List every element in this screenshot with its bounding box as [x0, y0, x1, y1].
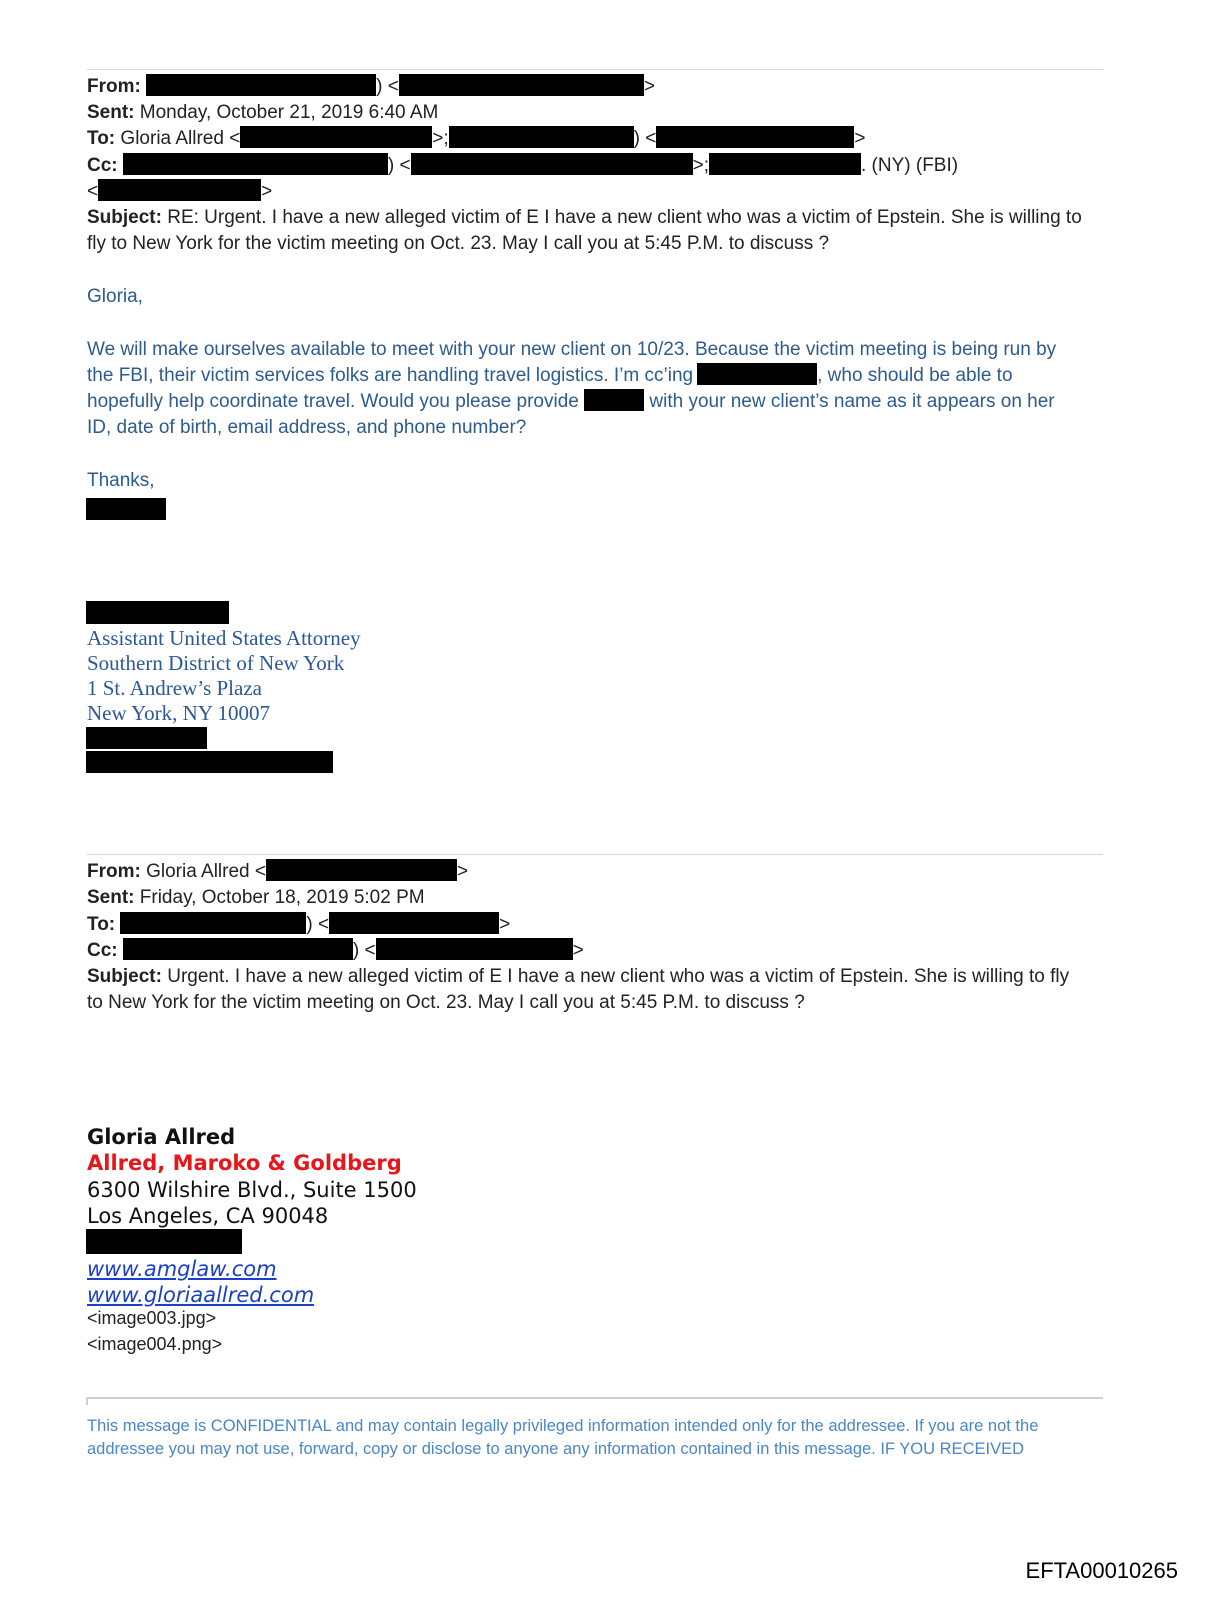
- to-label: To:: [87, 914, 116, 935]
- redaction: [86, 751, 333, 773]
- divider-tick: [86, 1397, 88, 1405]
- attachment-image003[interactable]: <image003.jpg>: [87, 1308, 217, 1328]
- sig-city: Los Angeles, CA 90048: [87, 1204, 329, 1228]
- separator: >: [261, 181, 273, 202]
- email1-body-line: ID, date of birth, email address, and phone number?: [87, 417, 527, 438]
- sig-title: Assistant United States Attorney: [87, 626, 361, 650]
- sent-value: Friday, October 18, 2019 5:02 PM: [139, 887, 425, 908]
- separator: >: [572, 940, 584, 961]
- sig-city: New York, NY 10007: [87, 701, 270, 725]
- email1-to-line: [87, 126, 865, 152]
- redaction: [123, 938, 353, 960]
- from-label: From:: [87, 861, 141, 882]
- redaction: [120, 912, 306, 934]
- separator: >;: [432, 128, 449, 149]
- from-value: Gloria Allred <: [146, 861, 266, 882]
- email1-from-line: [87, 74, 655, 100]
- subject-label: Subject:: [87, 207, 162, 228]
- email1-body-line: [87, 389, 1055, 415]
- redaction: [449, 126, 634, 148]
- redaction: [376, 938, 573, 960]
- confidential-line: This message is CONFIDENTIAL and may contain legally privileged information intended only for the addressee. If you are not the: [87, 1417, 1039, 1435]
- separator: ) <: [376, 76, 399, 97]
- separator: . (NY) (FBI): [860, 155, 959, 176]
- sent-value: Monday, October 21, 2019 6:40 AM: [139, 102, 439, 123]
- redaction: [240, 126, 432, 148]
- body-text: hopefully help coordinate travel. Would you please provide: [87, 391, 579, 412]
- redaction: [399, 74, 644, 96]
- email1-closing: Thanks,: [87, 470, 155, 491]
- email-divider: [87, 854, 1103, 855]
- separator: <: [87, 181, 99, 202]
- email1-sent-line: [87, 100, 438, 126]
- attachment-image004[interactable]: <image004.png>: [87, 1334, 223, 1354]
- redaction: [86, 1229, 242, 1254]
- subject-text-cont: fly to New York for the victim meeting on Oct. 23. May I call you at 5:45 P.M. to discuss ?: [87, 233, 830, 254]
- redaction: [86, 727, 207, 749]
- subject-text-cont: to New York for the victim meeting on Oct. 23. May I call you at 5:45 P.M. to discuss ?: [87, 992, 805, 1013]
- separator: ) <: [633, 128, 657, 149]
- sig-firm: Allred, Maroko & Goldberg: [87, 1151, 402, 1175]
- redaction: [411, 153, 693, 175]
- subject-text: Urgent. I have a new alleged victim of E I have a new client who was a victim of Epstein. She is willing to fly: [167, 966, 1070, 987]
- separator: ) <: [387, 155, 411, 176]
- email1-subject-line: [87, 205, 1082, 231]
- redaction: [697, 363, 817, 385]
- email1-greeting: Gloria,: [87, 286, 143, 307]
- cc-label: Cc:: [87, 155, 118, 176]
- document-id: EFTA00010265: [1025, 1558, 1178, 1583]
- email2-cc-line: [87, 938, 584, 964]
- subject-label: Subject:: [87, 966, 162, 987]
- redaction: [86, 498, 166, 520]
- sig-address: 1 St. Andrew’s Plaza: [87, 676, 262, 700]
- body-text: , who should be able to: [817, 365, 1013, 386]
- redaction: [86, 601, 229, 624]
- sig-office: Southern District of New York: [87, 651, 345, 675]
- redaction: [709, 153, 861, 175]
- confidential-line: addressee you may not use, forward, copy or disclose to anyone any information contained in this message. IF YOU RECEIVED: [87, 1440, 1024, 1458]
- separator: ) <: [306, 914, 330, 935]
- email1-body-line: We will make ourselves available to meet with your new client on 10/23. Because the victim meeting is being run by: [87, 339, 1057, 360]
- sig-address: 6300 Wilshire Blvd., Suite 1500: [87, 1178, 417, 1202]
- email2-subject-line: [87, 964, 1069, 990]
- redaction: [329, 912, 499, 934]
- from-label: From:: [87, 76, 141, 97]
- header-divider: [87, 69, 1103, 70]
- separator: >: [499, 914, 511, 935]
- cc-label: Cc:: [87, 940, 118, 961]
- redaction: [584, 389, 644, 411]
- redaction: [98, 179, 261, 201]
- sent-label: Sent:: [87, 887, 135, 908]
- separator: ) <: [352, 940, 376, 961]
- redaction: [146, 74, 376, 96]
- email2-from-line: [87, 859, 468, 885]
- separator: >: [456, 861, 469, 882]
- amglaw-link[interactable]: www.amglaw.com: [87, 1257, 277, 1281]
- email2-subject-line-2: [87, 990, 805, 1016]
- to-value: Gloria Allred <: [120, 128, 241, 149]
- sent-label: Sent:: [87, 102, 135, 123]
- body-text: the FBI, their victim services folks are handling travel logistics. I’m cc’ing: [87, 365, 694, 386]
- separator: >: [643, 76, 655, 97]
- separator: >: [854, 128, 866, 149]
- email1-cc-line-cont: [87, 179, 272, 205]
- gloriaallred-link[interactable]: www.gloriaallred.com: [87, 1283, 315, 1307]
- separator: >;: [692, 155, 709, 176]
- email2-to-line: [87, 912, 510, 938]
- confidential-notice: [87, 1415, 1127, 1461]
- email1-subject-line-2: [87, 231, 829, 257]
- confidential-divider: [87, 1397, 1103, 1399]
- email2-sent-line: [87, 885, 425, 911]
- subject-text: RE: Urgent. I have a new alleged victim of E I have a new client who was a victim of Epstein. She is willing to: [167, 207, 1082, 228]
- redaction: [656, 126, 854, 148]
- sig-name: Gloria Allred: [87, 1125, 236, 1149]
- redaction: [266, 859, 457, 881]
- body-text: with your new client’s name as it appears on her: [649, 391, 1055, 412]
- redaction: [123, 153, 388, 175]
- email1-cc-line: [87, 153, 958, 179]
- email1-body-line: [87, 363, 1013, 389]
- to-label: To:: [87, 128, 116, 149]
